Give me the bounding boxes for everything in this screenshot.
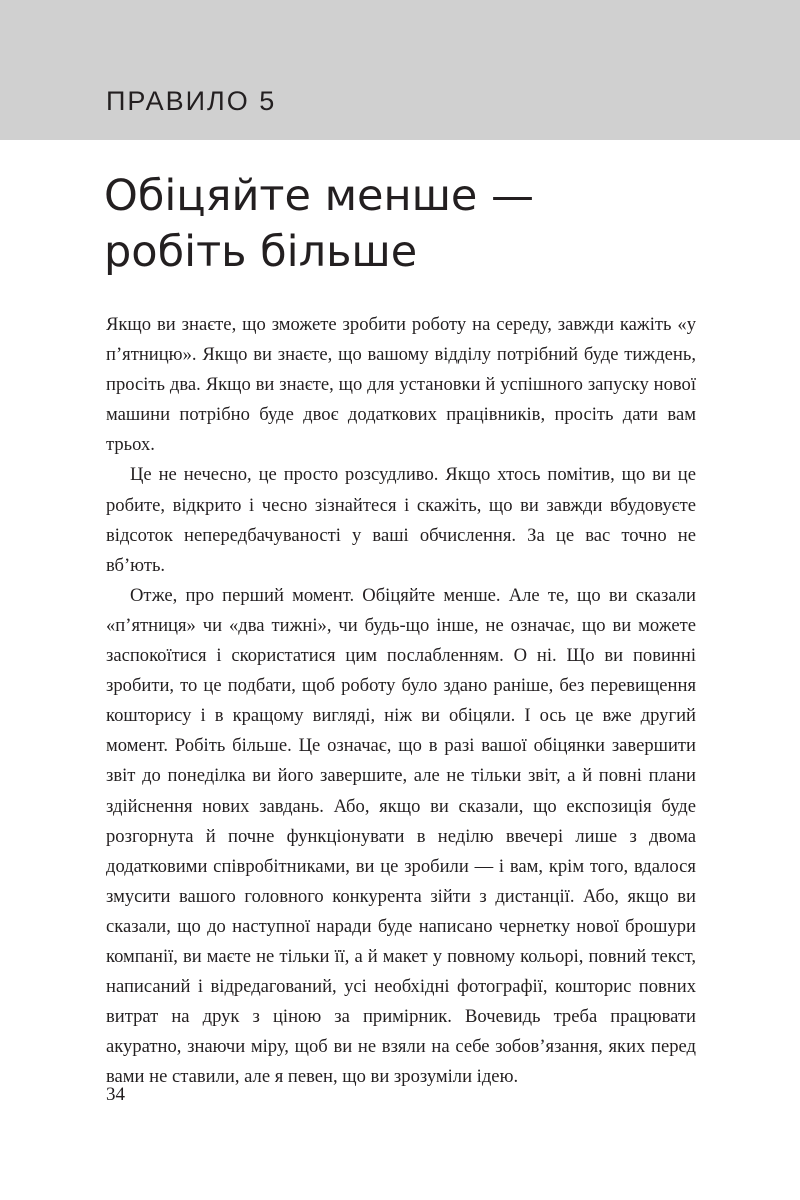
- rule-label: ПРАВИЛО 5: [106, 86, 277, 116]
- chapter-title-line-2: робіть більше: [104, 227, 418, 277]
- body-text: [106, 310, 696, 1092]
- paragraph: Це не нечесно, це просто розсудливо. Якщо хтось помітив, що ви це робите, відкрито і чесно зізнайтеся і скажіть, що ви завжди вбудовуєте відсоток непередбачуваності у ваші обчислення. За це вас точно не вб’ють.: [106, 464, 696, 576]
- page-number: 34: [106, 1084, 125, 1105]
- chapter-title: [104, 168, 744, 280]
- chapter-title-line-1: Обіцяйте менше —: [104, 171, 535, 221]
- paragraph: Якщо ви знаєте, що зможете зробити роботу на середу, завжди кажіть «у п’ятницю». Якщо ви знаєте, що вашому відділу потрібний буде тиждень, просіть два. Якщо ви знаєте, що для установки й успішного запуску нової машини потрібно буде двоє додаткових працівників, просіть дати вам трьох.: [106, 314, 696, 456]
- chapter-header-band: [0, 0, 800, 140]
- paragraph: Отже, про перший момент. Обіцяйте менше. Але те, що ви сказали «п’ятниця» чи «два тижні», чи будь-що інше, не означає, що ви можете заспокоїтися і скористатися цим послабленням. О ні. Що ви повинні зробити, то це подбати, щоб роботу було здано раніше, без перевищення кошторису і в кращому вигляді, ніж ви обіцяли. І ось це вже другий момент. Робіть більше. Це означає, що в разі вашої обіцянки завершити звіт до понеділка ви його завершите, але не тільки звіт, а й повні плани здійснення нових завдань. Або, якщо ви сказали, що експозиція буде розгорнута й почне функціонувати в неділю ввечері лише з двома додатковими співробітниками, ви це зробили — і вам, крім того, вдалося змусити вашого головного конкурента зійти з дистанції. Або, якщо ви сказали, що до наступної наради буде написано чернетку нової брошури компанії, ви маєте не тільки її, а й макет у повному кольорі, повний текст, написаний і відредагований, усі необхідні фотографії, кошторис повних витрат на друк з ціною за примірник. Вочевидь треба працювати акуратно, знаючи міру, щоб ви не взяли на себе зобов’язання, яких перед вами не ставили, але я певен, що ви зрозуміли ідею.: [106, 584, 696, 1088]
